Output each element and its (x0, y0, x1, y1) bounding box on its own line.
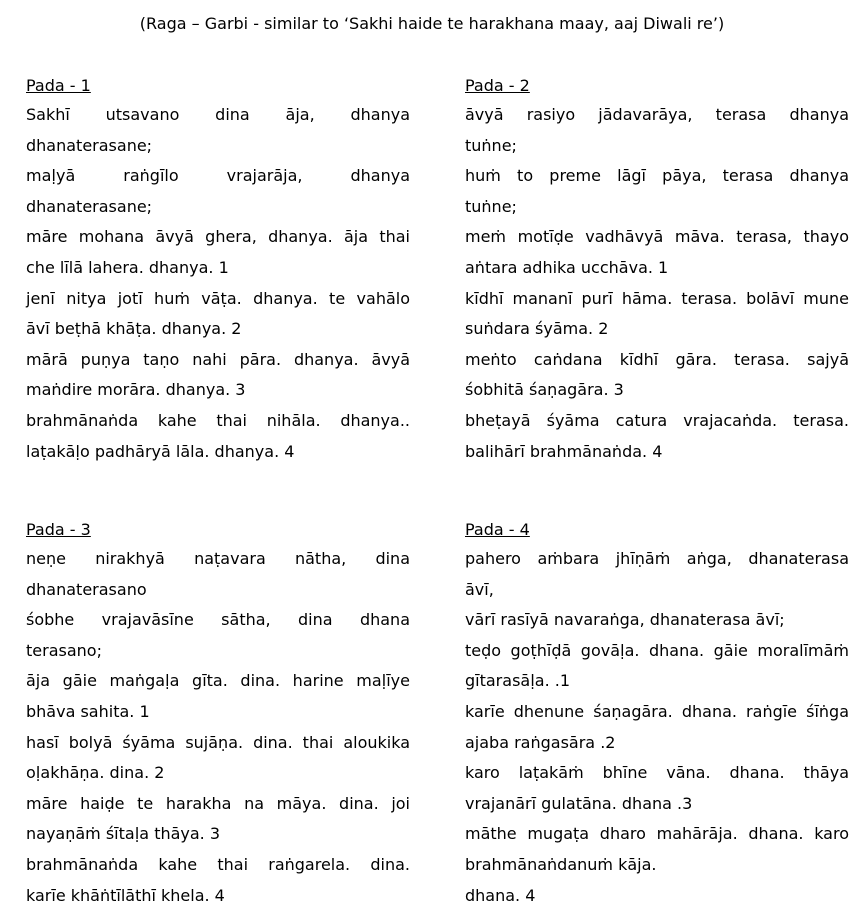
verse-line: terasano; (26, 640, 102, 660)
verse-line: teḍo goṭhīḍā govāḷa. dhana. gāie moralīmāṁ (465, 640, 849, 660)
verse-line: brahmānaṅda kahe thai raṅgarela. dina. (26, 854, 410, 874)
verse-line: brahmānaṅda kahe thai nihāla. dhanya.. (26, 410, 410, 430)
verse-line: māre mohana āvyā ghera, dhanya. āja thai (26, 227, 410, 247)
verse-line: jenī nitya jotī huṁ vāṭa. dhanya. te vahālo (26, 288, 410, 308)
verse-line: maṅdire morāra. dhanya. 3 (26, 380, 246, 400)
verse-line: brahmānaṅdanuṁ kāja. (465, 854, 657, 874)
verse-line: aṅtara adhika ucchāva. 1 (465, 257, 669, 277)
verse-line: nayaṇāṁ śītaḷa thāya. 3 (26, 824, 221, 844)
verse-line: gītarasāḷa. .1 (465, 671, 571, 691)
verse-line: maḷyā raṅgīlo vrajarāja, dhanya (26, 166, 410, 186)
verse-line: suṅdara śyāma. 2 (465, 319, 609, 339)
pada-3-heading: Pada - 3 (26, 520, 91, 539)
verse-line: balihārī brahmānaṅda. 4 (465, 441, 663, 461)
pada-2-heading: Pada - 2 (465, 76, 530, 95)
verse-line: vrajanārī gulatāna. dhana .3 (465, 793, 693, 813)
verse-line: māthe mugaṭa dharo mahārāja. dhana. karo (465, 824, 849, 844)
verse-line: bhāva sahita. 1 (26, 701, 150, 721)
verse-line: meṁ motīḍe vadhāvyā māva. terasa, thayo (465, 227, 849, 247)
verse-line: vārī rasīyā navaraṅga, dhanaterasa āvī; (465, 610, 785, 630)
verse-line: māre haiḍe te harakha na māya. dina. joi (26, 793, 410, 813)
verse-line: tuṅne; (465, 196, 517, 216)
verse-line: dhanaterasano (26, 579, 147, 599)
verse-line: bheṭayā śyāma catura vrajacaṅda. terasa. (465, 410, 849, 430)
pada-2-section (465, 76, 849, 472)
verse-line: hasī bolyā śyāma sujāṇa. dina. thai aloukika (26, 732, 410, 752)
pada-1-heading: Pada - 1 (26, 76, 91, 95)
pada-3-lines (26, 549, 410, 916)
verse-line: Sakhī utsavano dina āja, dhanya (26, 105, 410, 124)
verse-line: dhanaterasane; (26, 135, 153, 155)
pada-4-section (465, 520, 849, 916)
pada-1-lines (26, 105, 410, 472)
verse-line: oḷakhāṇa. dina. 2 (26, 763, 165, 783)
verse-line: meṅto caṅdana kīdhī gāra. terasa. sajyā (465, 349, 849, 369)
verse-line: huṁ to preme lāgī pāya, terasa dhanya (465, 166, 849, 186)
verse-line: karīe khāṅtīlāthī khela. 4 (26, 885, 225, 905)
verse-line: mārā puṇya taṇo nahi pāra. dhanya. āvyā (26, 349, 410, 369)
verse-line: śobhe vrajavāsīne sātha, dina dhana (26, 610, 410, 630)
verse-line: pahero aṁbara jhīṇāṁ aṅga, dhanaterasa (465, 549, 849, 568)
verse-line: dhanaterasane; (26, 196, 153, 216)
verse-line: āja gāie maṅgaḷa gīta. dina. harine maḷīye (26, 671, 410, 691)
pada-4-heading: Pada - 4 (465, 520, 530, 539)
verse-line: śobhitā śaṇagāra. 3 (465, 380, 624, 400)
verse-line: ajaba raṅgasāra .2 (465, 732, 616, 752)
verse-line: laṭakāḷo padhāryā lāla. dhanya. 4 (26, 441, 295, 461)
verse-line: che līlā lahera. dhanya. 1 (26, 257, 229, 277)
pada-3-section (26, 520, 410, 916)
verse-line: kīdhī mananī purī hāma. terasa. bolāvī mune (465, 288, 849, 308)
pada-1-section (26, 76, 410, 472)
verse-line: āvī, (465, 579, 494, 599)
pada-2-lines (465, 105, 849, 472)
verse-line: āvyā rasiyo jādavarāya, terasa dhanya (465, 105, 849, 124)
verse-line: āvī beṭhā khāṭa. dhanya. 2 (26, 319, 242, 339)
verse-line: karīe dhenune śaṇagāra. dhana. raṅgīe śīṅga (465, 701, 849, 721)
verse-line: tuṅne; (465, 135, 517, 155)
verse-line: neṇe nirakhyā naṭavara nātha, dina (26, 549, 410, 568)
verse-line: dhana. 4 (465, 885, 536, 905)
pada-4-lines (465, 549, 849, 916)
page-subtitle: (Raga – Garbi - similar to ‘Sakhi haide te harakhana maay, aaj Diwali re’) (139, 14, 725, 33)
verse-line: karo laṭakāṁ bhīne vāna. dhana. thāya (465, 763, 849, 783)
